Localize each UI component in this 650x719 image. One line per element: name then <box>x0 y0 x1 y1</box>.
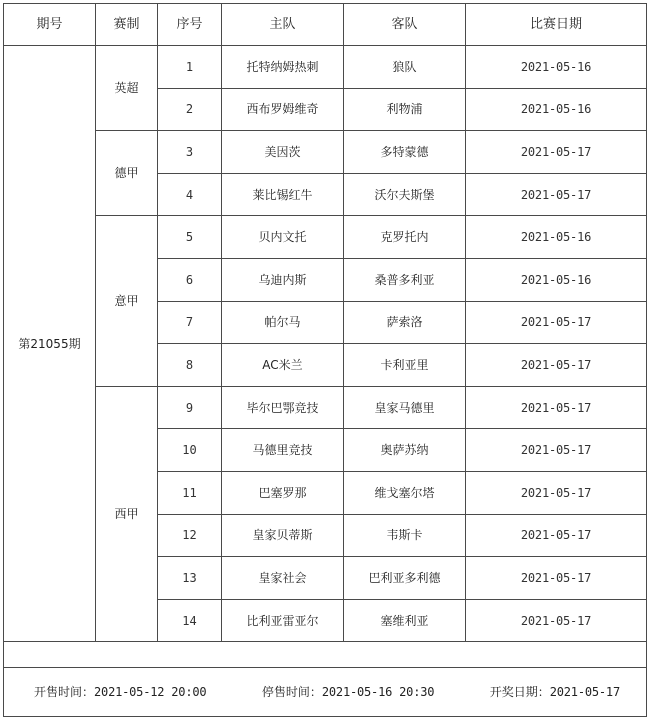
home-team: 巴塞罗那 <box>222 471 344 514</box>
match-date: 2021-05-17 <box>466 557 647 600</box>
away-team: 沃尔夫斯堡 <box>344 173 466 216</box>
header-league: 赛制 <box>96 4 158 46</box>
match-date: 2021-05-16 <box>466 46 647 89</box>
footer-row <box>4 668 647 717</box>
away-team: 维戈塞尔塔 <box>344 471 466 514</box>
sale-start <box>34 686 206 698</box>
match-index: 1 <box>158 46 222 89</box>
match-index: 11 <box>158 471 222 514</box>
draw-date <box>490 686 620 698</box>
match-date: 2021-05-17 <box>466 429 647 472</box>
match-date: 2021-05-17 <box>466 471 647 514</box>
league-cell-serie-a: 意甲 <box>96 216 158 386</box>
match-date: 2021-05-16 <box>466 258 647 301</box>
sale-start-value: 2021-05-12 20:00 <box>94 685 207 700</box>
home-team: 皇家贝蒂斯 <box>222 514 344 557</box>
match-index: 9 <box>158 386 222 429</box>
home-team: 毕尔巴鄂竞技 <box>222 386 344 429</box>
match-index: 2 <box>158 88 222 131</box>
home-team: 托特纳姆热刺 <box>222 46 344 89</box>
match-date: 2021-05-17 <box>466 386 647 429</box>
away-team: 塞维利亚 <box>344 599 466 642</box>
home-team: 乌迪内斯 <box>222 258 344 301</box>
table-row <box>4 46 647 89</box>
header-away: 客队 <box>344 4 466 46</box>
sale-stop-label: 停售时间： <box>261 685 322 700</box>
match-date: 2021-05-16 <box>466 88 647 131</box>
fixtures-table <box>3 3 647 717</box>
league-cell-premier-league: 英超 <box>96 46 158 131</box>
sale-stop <box>262 686 434 698</box>
header-home: 主队 <box>222 4 344 46</box>
home-team: 西布罗姆维奇 <box>222 88 344 131</box>
header-index: 序号 <box>158 4 222 46</box>
away-team: 克罗托内 <box>344 216 466 259</box>
match-index: 12 <box>158 514 222 557</box>
match-index: 6 <box>158 258 222 301</box>
blank-row <box>4 642 647 668</box>
league-cell-bundesliga: 德甲 <box>96 131 158 216</box>
match-date: 2021-05-17 <box>466 514 647 557</box>
period-cell: 第21055期 <box>4 46 96 642</box>
sale-stop-value: 2021-05-16 20:30 <box>321 685 435 700</box>
table-row <box>4 216 647 259</box>
sale-start-label: 开售时间： <box>34 685 95 700</box>
header-date: 比赛日期 <box>466 4 647 46</box>
match-index: 5 <box>158 216 222 259</box>
match-index: 3 <box>158 131 222 174</box>
match-index: 4 <box>158 173 222 216</box>
match-index: 13 <box>158 557 222 600</box>
header-row <box>4 4 647 46</box>
away-team: 多特蒙德 <box>344 131 466 174</box>
draw-date-value: 2021-05-17 <box>549 685 620 700</box>
away-team: 狼队 <box>344 46 466 89</box>
league-cell-la-liga: 西甲 <box>96 386 158 642</box>
home-team: 美因茨 <box>222 131 344 174</box>
away-team: 韦斯卡 <box>344 514 466 557</box>
header-period: 期号 <box>4 4 96 46</box>
table-row <box>4 386 647 429</box>
home-team: 皇家社会 <box>222 557 344 600</box>
match-index: 14 <box>158 599 222 642</box>
home-team: 帕尔马 <box>222 301 344 344</box>
match-date: 2021-05-17 <box>466 131 647 174</box>
home-team: 莱比锡红牛 <box>222 173 344 216</box>
match-date: 2021-05-17 <box>466 599 647 642</box>
match-date: 2021-05-17 <box>466 173 647 216</box>
home-team: 马德里竞技 <box>222 429 344 472</box>
home-team: 贝内文托 <box>222 216 344 259</box>
away-team: 奥萨苏纳 <box>344 429 466 472</box>
match-date: 2021-05-16 <box>466 216 647 259</box>
away-team: 卡利亚里 <box>344 344 466 387</box>
away-team: 萨索洛 <box>344 301 466 344</box>
away-team: 皇家马德里 <box>344 386 466 429</box>
table-row <box>4 131 647 174</box>
match-date: 2021-05-17 <box>466 301 647 344</box>
away-team: 桑普多利亚 <box>344 258 466 301</box>
home-team: AC米兰 <box>222 344 344 387</box>
match-index: 7 <box>158 301 222 344</box>
away-team: 利物浦 <box>344 88 466 131</box>
draw-date-label: 开奖日期： <box>489 685 550 700</box>
away-team: 巴利亚多利德 <box>344 557 466 600</box>
fixture-sheet <box>3 3 646 715</box>
match-date: 2021-05-17 <box>466 344 647 387</box>
match-index: 10 <box>158 429 222 472</box>
match-index: 8 <box>158 344 222 387</box>
home-team: 比利亚雷亚尔 <box>222 599 344 642</box>
